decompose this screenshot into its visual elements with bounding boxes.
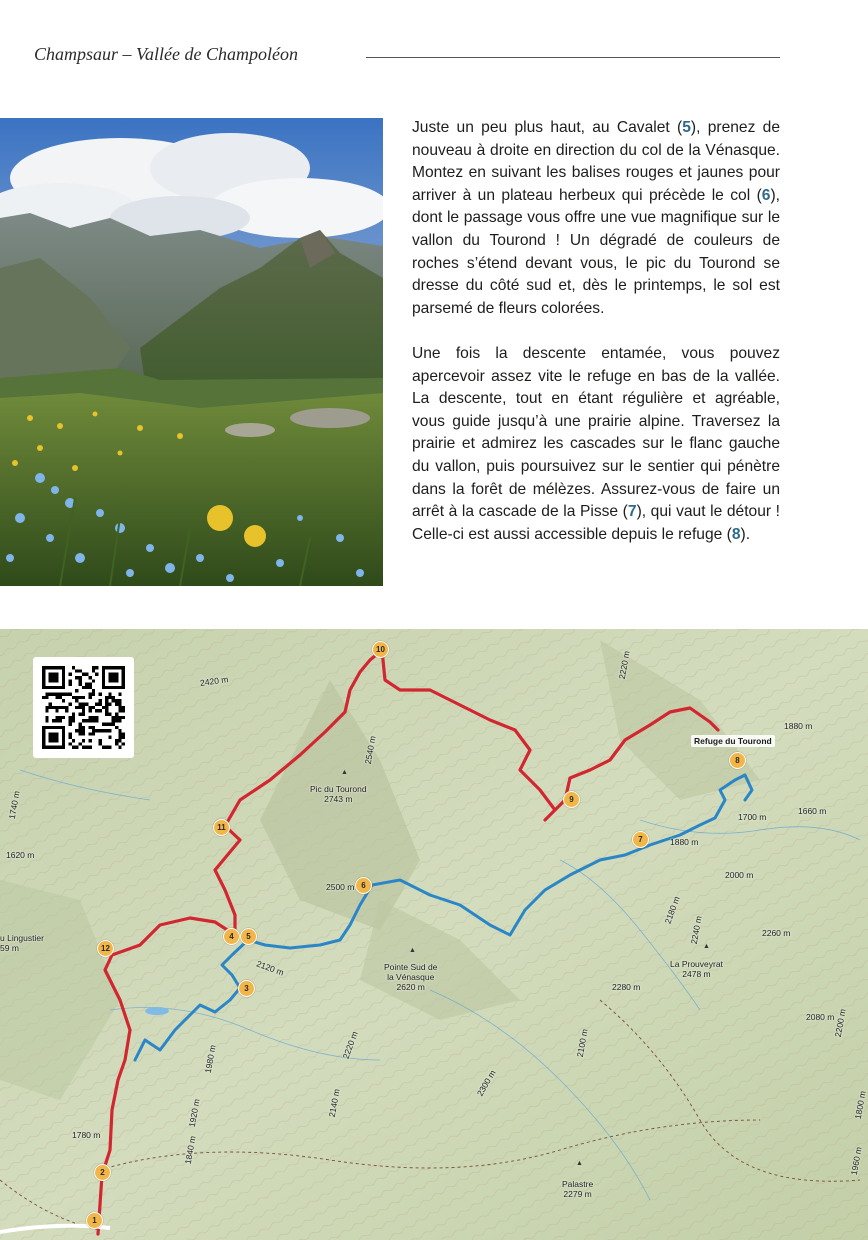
- waypoint-10: 10: [372, 641, 389, 658]
- contour-label: 2180 m: [662, 894, 682, 926]
- waypoint-ref-5: 5: [682, 119, 691, 136]
- contour-label: 1980 m: [202, 1044, 218, 1074]
- contour-label: 1880 m: [670, 837, 699, 847]
- place-lingustier: u Lingustier 59 m: [0, 933, 44, 953]
- place-pointe-sud-venasque: Pointe Sud de la Vénasque 2620 m: [384, 962, 438, 992]
- contour-label: 1700 m: [738, 812, 767, 822]
- qr-code[interactable]: [33, 657, 134, 758]
- paragraph-1: Juste un peu plus haut, au Cavalet (5), prenez de nouveau à droite en direction du col de la Vénasque. Montez en suivant les balises rouges et jaunes pour arriver à un plateau herbeux qui précède le col (6), dont le passage vous offre une vue magnifique sur le vallon du Tourond ! Un dégradé de couleurs de roches s’étend devant vous, le pic du Tourond se dresse du côté sud et, dès le printemps, le sol est parsemé de fleurs colorées.: [412, 119, 780, 317]
- contour-label: 2220 m: [340, 1029, 360, 1061]
- contour-label: 2500 m: [326, 882, 355, 892]
- contour-label: 2100 m: [574, 1028, 590, 1058]
- waypoint-9: 9: [563, 791, 580, 808]
- contour-label: 1920 m: [186, 1098, 202, 1128]
- contour-label: 1880 m: [784, 721, 813, 731]
- page-header-title: Champsaur – Vallée de Champoléon: [34, 44, 298, 64]
- peak-icon: ▲: [341, 769, 348, 776]
- waypoint-2: 2: [94, 1164, 111, 1181]
- mountain-valley-photo: [0, 118, 383, 586]
- waypoint-3: 3: [238, 980, 255, 997]
- peak-icon: ▲: [703, 943, 710, 950]
- place-la-prouveyrat: La Prouveyrat 2478 m: [670, 959, 723, 979]
- contour-label: 2260 m: [762, 928, 791, 938]
- contour-label: 1960 m: [848, 1146, 864, 1176]
- peak-icon: ▲: [576, 1160, 583, 1167]
- contour-label: 2120 m: [255, 958, 286, 978]
- contour-label: 2240 m: [688, 915, 704, 945]
- header-rule: [366, 57, 780, 58]
- contour-label: 2000 m: [725, 870, 754, 880]
- refuge-label: Refuge du Tourond: [691, 735, 775, 747]
- contour-label: 1780 m: [72, 1130, 101, 1140]
- place-palastre: Palastre 2279 m: [562, 1179, 594, 1199]
- contour-label: 2420 m: [199, 674, 229, 688]
- waypoint-12: 12: [97, 940, 114, 957]
- waypoint-4: 4: [223, 928, 240, 945]
- waypoint-ref-6: 6: [761, 186, 771, 204]
- contour-label: 2140 m: [326, 1088, 342, 1118]
- contour-label: 1800 m: [852, 1090, 868, 1120]
- contour-label: 1660 m: [798, 806, 827, 816]
- waypoint-5: 5: [240, 928, 257, 945]
- contour-label: 2280 m: [612, 982, 641, 992]
- contour-label: 2300 m: [474, 1068, 498, 1098]
- contour-label: 1740 m: [6, 790, 22, 820]
- peak-icon: ▲: [409, 947, 416, 954]
- waypoint-8: 8: [729, 752, 746, 769]
- contour-label: 1620 m: [6, 850, 35, 860]
- contour-label: 2220 m: [616, 650, 632, 680]
- place-pic-du-tourond: Pic du Tourond 2743 m: [310, 784, 367, 804]
- paragraph-2: Une fois la descente entamée, vous pouvez apercevoir assez vite le refuge en bas de la vallée. La descente, tout en étant régulière et agréable, vous guide jusqu’à une prairie alpine. Traversez la prairie et admirez les cascades sur le flanc gauche du vallon, puis poursuivez sur le sentier qui pénètre dans la forêt de mélèzes. Assurez-vous de faire un arrêt à la cascade de la Pisse (7), qui vaut le détour ! Celle-ci est aussi accessible depuis le refuge (8).: [412, 344, 780, 543]
- waypoint-ref-8: 8: [731, 525, 741, 543]
- contour-label: 1840 m: [182, 1135, 198, 1165]
- contour-label: 2080 m: [806, 1012, 835, 1022]
- contour-label: 2540 m: [362, 735, 378, 765]
- article-text: [412, 117, 780, 569]
- waypoint-11: 11: [213, 819, 230, 836]
- waypoint-6: 6: [355, 877, 372, 894]
- waypoint-ref-7: 7: [627, 503, 637, 521]
- waypoint-1: 1: [86, 1212, 103, 1229]
- waypoint-7: 7: [632, 831, 649, 848]
- contour-label: 2200 m: [832, 1008, 848, 1038]
